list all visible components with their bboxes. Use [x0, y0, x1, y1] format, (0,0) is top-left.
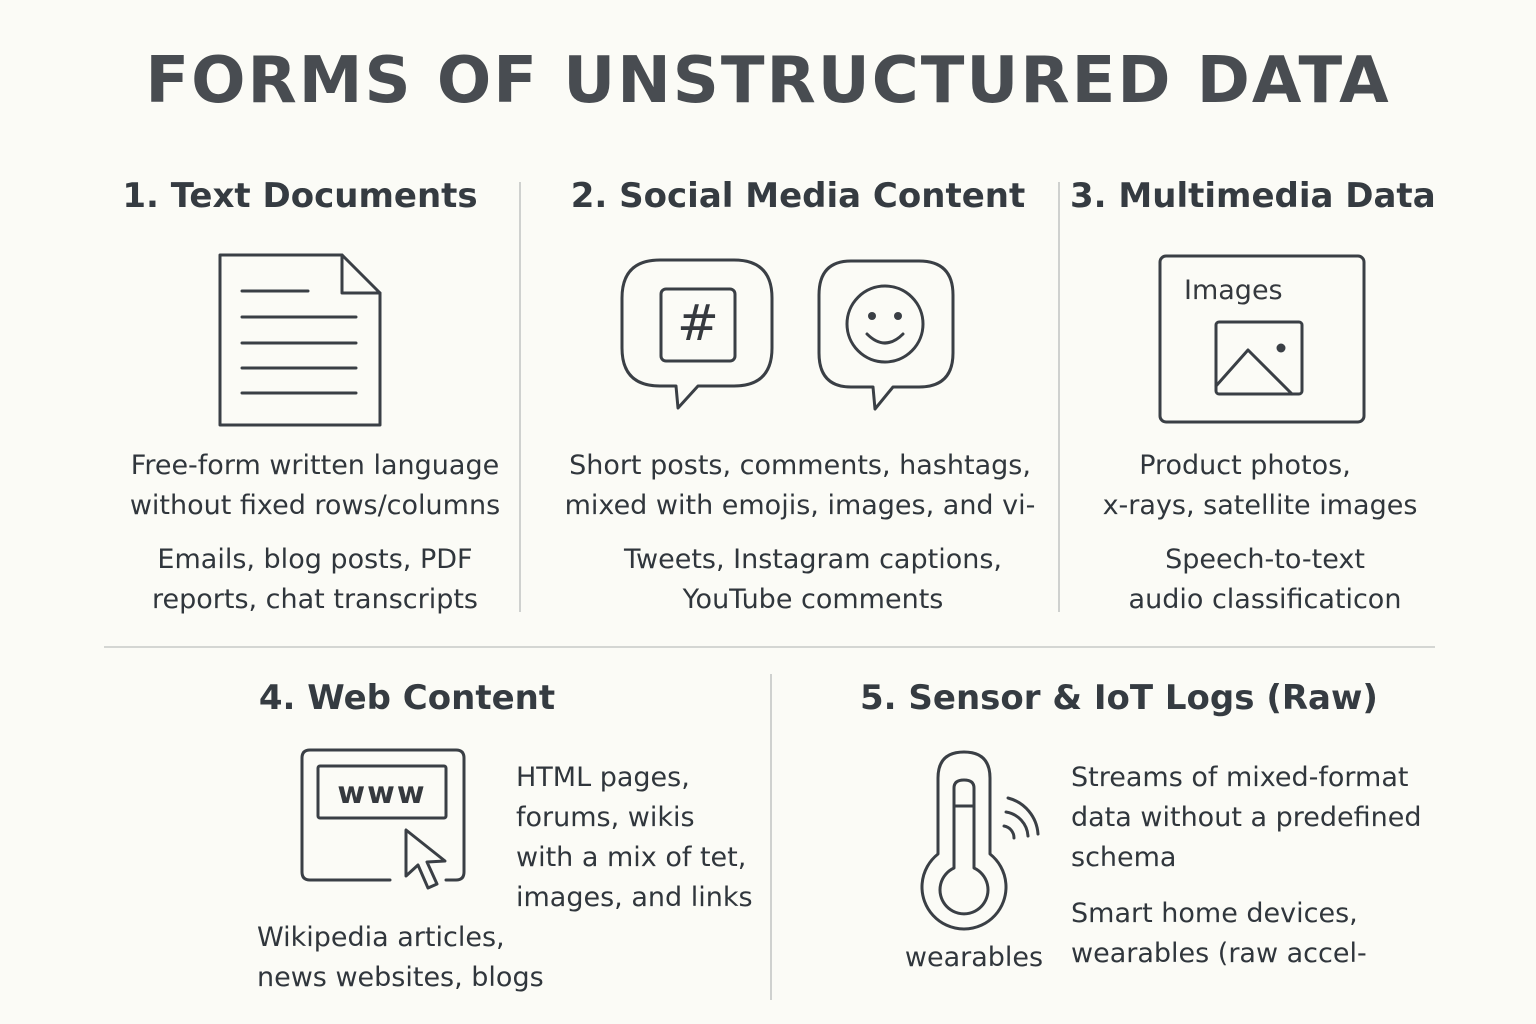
description-line: x-rays, satellite images [1102, 490, 1418, 521]
thermometer-wireless-icon [916, 748, 1040, 924]
section-examples [1075, 540, 1455, 620]
section-heading: 3. Multimedia Data [1070, 176, 1436, 216]
description-line: data without a predefined [1071, 802, 1422, 833]
description-line: mixed with emojis, images, and vi- [564, 490, 1036, 521]
section-heading: 1. Text Documents [122, 176, 478, 216]
section-examples [560, 540, 1066, 620]
example-line: YouTube comments [682, 584, 944, 615]
description-line: with a mix of tet, [516, 842, 747, 873]
example-line: Wikipedia articles, [257, 922, 505, 953]
description-line: Product photos, [1139, 450, 1351, 481]
description-line: without fixed rows/columns [129, 490, 501, 521]
image-frame-icon [1158, 254, 1366, 424]
example-line: Smart home devices, [1071, 898, 1358, 929]
section-description [100, 446, 530, 526]
section-examples [257, 918, 577, 998]
section-examples [1071, 894, 1451, 974]
description-line: Short posts, comments, hashtags, [569, 450, 1031, 481]
description-line: images, and links [516, 882, 753, 913]
www-label: www [337, 776, 427, 811]
hashtag-symbol: # [677, 294, 719, 352]
browser-window-icon [300, 748, 468, 892]
description-line: Free-form written language [130, 450, 500, 481]
section-heading: 4. Web Content [258, 678, 556, 718]
example-line: reports, chat transcripts [151, 584, 479, 615]
section-description [1070, 446, 1450, 526]
description-line: forums, wikis [516, 802, 695, 833]
image-frame-label: Images [1184, 275, 1283, 306]
section-examples [100, 540, 530, 620]
smiley-speech-bubble-icon [817, 259, 955, 413]
section-heading: 2. Social Media Content [570, 176, 1026, 216]
description-line: Streams of mixed-format [1071, 762, 1409, 793]
icon-caption: wearables [904, 942, 1044, 973]
example-line: Emails, blog posts, PDF [157, 544, 473, 575]
document-icon [216, 251, 382, 429]
example-line: audio classificaticon [1128, 584, 1402, 615]
example-line: Tweets, Instagram captions, [624, 544, 1002, 575]
example-line: Speech-to-text [1165, 544, 1365, 575]
description-line: HTML pages, [516, 762, 690, 793]
row-divider [104, 646, 1435, 648]
example-line: news websites, blogs [257, 962, 544, 993]
section-description [516, 758, 776, 918]
page-title: FORMS OF UNSTRUCTURED DATA [145, 44, 1391, 118]
example-line: wearables (raw accel- [1071, 938, 1367, 969]
section-description [540, 446, 1060, 526]
hashtag-speech-bubble-icon [620, 258, 776, 412]
description-line: schema [1071, 842, 1177, 873]
section-heading: 5. Sensor & IoT Logs (Raw) [860, 678, 1378, 718]
section-description [1071, 758, 1451, 878]
